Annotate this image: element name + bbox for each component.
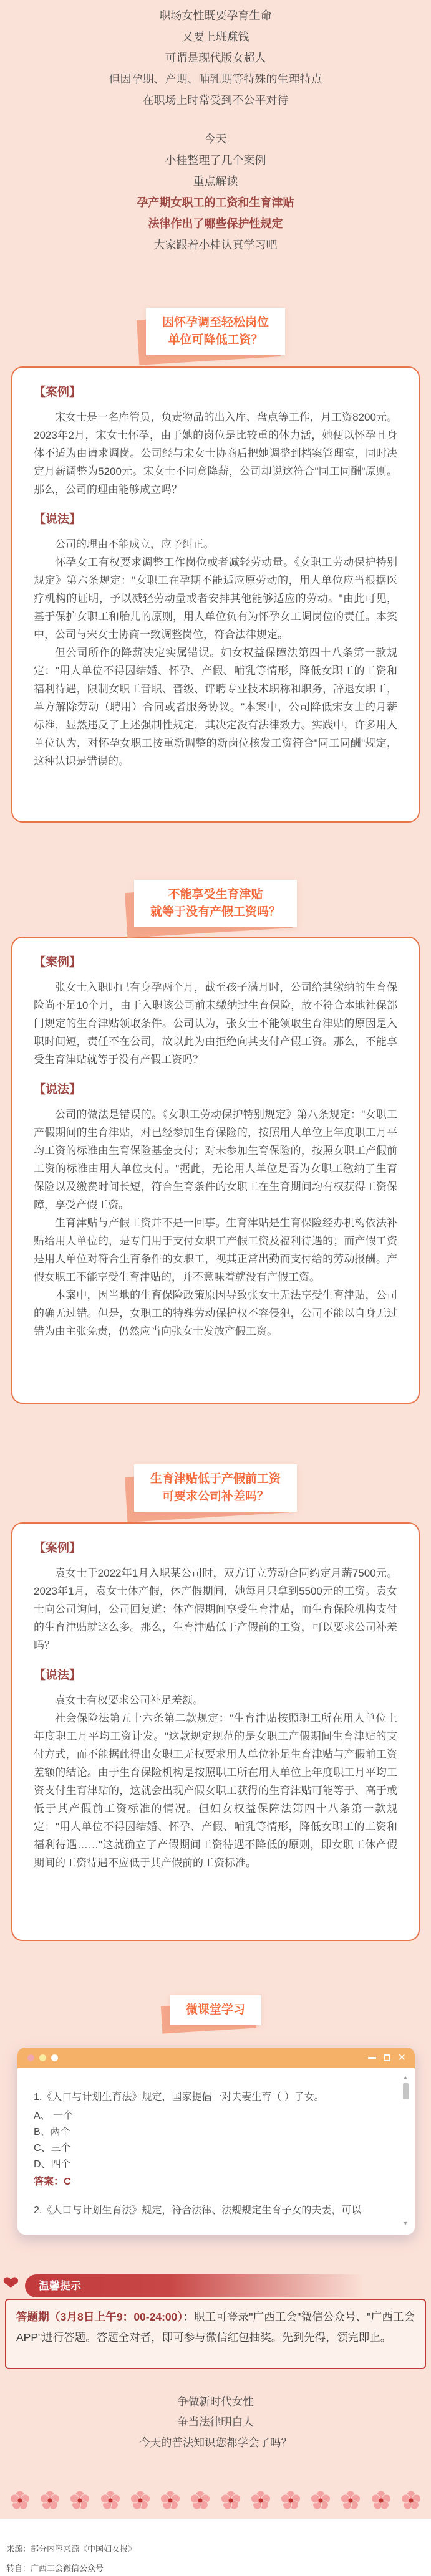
opinion-paragraph: 怀孕女工有权要求调整工作岗位或者减轻劳动量。《女职工劳动保护特别规定》第六条规定："女职工在孕期不能适应原劳动的，用人单位应当根据医疗机构的证明，予以减轻劳动量或者安排其他能够适应的劳动。"由此可见，基于保护女职工和胎儿的原则，用人单位负有为怀孕女工调岗位的责任。本案中，公司与宋女士协商一致调整岗位，符合法律规定。	[34, 556, 397, 641]
case-card-2	[11, 937, 420, 1404]
section-title-card	[170, 1995, 261, 2025]
quiz-option-d: D、四个	[34, 2159, 71, 2170]
case-card-1	[11, 366, 420, 823]
intro-highlight-line: 法律作出了哪些保护性规定	[148, 217, 283, 230]
opinion-paragraph: 公司的做法是错误的。《女职工劳动保护特别规定》第八条规定："女职工产假期间的生育津贴，对已经参加生育保险的，按照用人单位上年度职工月平均工资的标准由生育保险基金支付；对未参加生育保险的，按照女职工产假前工资的标准由用人单位支付。"据此，无论用人单位是否为女职工缴纳了生育保险以及缴费时间长短，符合生育条件的女职工在生育期间均有权获得工资保障，享受产假工资。	[34, 1109, 397, 1211]
scroll-thumb[interactable]	[403, 2083, 409, 2099]
opinion-label: 【说法】	[34, 1083, 82, 1096]
flower-icon	[39, 2488, 61, 2512]
tip-text: ：职工可登录"广西工会"微信公众号、"广西工会APP"进行答题。答题全对者，即可参与微信红包抽奖。先到先得，领完即止。	[16, 2311, 415, 2344]
tip-banner	[25, 2274, 387, 2297]
opinion-paragraph: 袁女士有权要求公司补足差额。	[55, 1694, 203, 1706]
quiz-question-2: 2.《人口与计划生育法》规定，符合法律、法规规定生育子女的夫妻，可以	[34, 2205, 362, 2216]
quiz-window	[17, 2048, 415, 2235]
scrollbar[interactable]	[402, 2074, 409, 2227]
tip-box	[5, 2299, 426, 2369]
section-title-line: 微课堂学习	[185, 2003, 245, 2016]
section-title-line: 生育津贴低于产假前工资	[150, 1472, 281, 1486]
section-title-2	[0, 880, 431, 927]
close-button[interactable]: ✕	[397, 2052, 406, 2063]
opinion-paragraph: 生育津贴与产假工资并不是一回事。生育津贴是生育保险经办机构依法补贴给用人单位的，是专门用于支付女职工产假工资及福利待遇的；而产假工资是用人单位对符合生育条件的女职工，视其正常出勤而支付给的劳动报酬。产假女职工不能享受生育津贴的，并不意味着就没有产假工资。	[34, 1217, 397, 1283]
opinion-label: 【说法】	[34, 1669, 82, 1682]
quiz-option-a: A、 一个	[34, 2111, 74, 2121]
flower-icon	[249, 2488, 272, 2512]
quiz-content	[17, 2068, 415, 2219]
closing-line: 争当法律明白人	[177, 2416, 254, 2428]
flower-icon	[159, 2488, 182, 2512]
section-title-card	[146, 308, 285, 355]
intro-block	[0, 5, 431, 255]
intro-line: 在职场上时常受到不公平对待	[142, 94, 289, 107]
opinion-paragraph: 公司的理由不能成立，应予纠正。	[55, 538, 214, 550]
flower-icon	[279, 2488, 302, 2512]
section-title-card	[134, 1464, 297, 1512]
intro-line: 今天	[204, 133, 227, 145]
intro-line: 重点解读	[193, 175, 238, 188]
section-title-card	[134, 880, 297, 927]
case-card-3	[11, 1522, 420, 1941]
quiz-answer: 答案：C	[34, 2177, 71, 2187]
intro-highlight-line: 孕产期女职工的工资和生育津贴	[137, 196, 294, 209]
closing-line: 今天的普法知识您都学会了吗？	[139, 2436, 292, 2449]
micro-class-title	[0, 1995, 431, 2025]
traffic-dot-white	[51, 2054, 58, 2061]
intro-line: 大家跟着小桂认真学习吧	[153, 239, 278, 251]
quiz-question-1: 1.《人口与计划生育法》规定，国家提倡一对夫妻生育（ ）子女。	[34, 2092, 324, 2102]
intro-line: 小桂整理了几个案例	[165, 154, 266, 166]
scroll-up-icon[interactable]: ▲	[402, 2074, 409, 2081]
quiz-option-b: B、两个	[34, 2127, 70, 2137]
maximize-button[interactable]	[384, 2054, 390, 2061]
case-text: 袁女士于2022年1月入职某公司时，双方订立劳动合同约定月薪7500元。2023年1月，袁女士休产假，休产假期间，她每月只拿到5500元的工资。袁女士向公司询问，公司回复道：休产假期间享受生育津贴，而生育保险机构支付的生育津贴就这么多。那么，生育津贴低于产假前的工资，可以要求公司补差吗？	[34, 1567, 397, 1651]
flower-icon	[99, 2488, 122, 2512]
flower-icon	[220, 2488, 242, 2512]
case-label: 【案例】	[34, 956, 82, 969]
flower-icon	[370, 2488, 392, 2512]
flower-row	[9, 2488, 422, 2512]
case-label: 【案例】	[34, 1542, 82, 1555]
scroll-down-icon[interactable]: ▼	[402, 2220, 409, 2226]
traffic-dot-pink	[27, 2054, 34, 2061]
tip-banner-label: 温馨提示	[39, 2280, 81, 2292]
flower-icon	[400, 2488, 422, 2512]
case-text: 宋女士是一名库管员，负责物品的出入库、盘点等工作，月工资8200元。2023年2月，宋女士怀孕，由于她的岗位是比较重的体力活，她便以怀孕且身体不适为由请求调岗。公司经与宋女士协商后把她调整到档案管理室，同时决定月薪调整为5200元。宋女士不同意降薪，公司却说这符合"同工同酬"原则。那么，公司的理由能够成立吗？	[34, 411, 397, 495]
case-text: 张女士入职时已有身孕两个月，截至孩子满月时，公司给其缴纳的生育保险尚不足10个月，由于入职该公司前未缴纳过生育保险，故不符合本地社保部门规定的生育津贴领取条件。公司认为，张女士不能领取生育津贴的原因是入职时间短，责任不在公司，故以此为由拒绝向其支付产假工资。那么，不能享受生育津贴就等于没有产假工资吗？	[34, 981, 397, 1066]
footer-repost: 转自：广西工会微信公众号	[6, 2564, 104, 2573]
flower-icon	[69, 2488, 91, 2512]
heart-icon: ❤	[2, 2272, 19, 2294]
opinion-label: 【说法】	[34, 513, 82, 526]
intro-line: 职场女性既要孕育生命	[159, 9, 272, 22]
opinion-paragraph: 社会保险法第五十六条第二款规定："生育津贴按照职工所在用人单位上年度职工月平均工资计发。"这款规定规范的是女职工产假期间生育津贴的支付方式，而不能据此得出女职工无权要求用人单位补足生育津贴与产假前工资差额的结论。由于生育保险机构是按照职工所在用人单位上年度职工月平均工资支付生育津贴的，这就会出现产假女职工获得的生育津贴可能等于、高于或低于其产假前工资标准的情况。但妇女权益保障法第四十八条第一款规定："用人单位不得因结婚、怀孕、产假、哺乳等情形，降低女职工的工资和福利待遇……"这就确立了产假期间工资待遇不降低的原则，即女职工休产假期间的工资待遇不应低于其产假前的工资标准。	[34, 1712, 397, 1869]
section-title-line: 就等于没有产假工资吗？	[150, 905, 281, 918]
intro-line: 又要上班赚钱	[182, 31, 249, 43]
section-title-1	[0, 308, 431, 355]
footer-source: 来源：部分内容来源《中国妇女报》	[6, 2544, 137, 2554]
flower-icon	[339, 2488, 362, 2512]
window-titlebar	[17, 2048, 415, 2068]
opinion-paragraph: 本案中，因当地的生育保险政策原因导致张女士无法享受生育津贴，公司的确无过错。但是，女职工的特殊劳动保护权不容侵犯，公司不能以自身无过错为由主张免责，仍然应当向张女士发放产假工资。	[34, 1289, 397, 1337]
flower-icon	[189, 2488, 211, 2512]
section-title-line: 因怀孕调至轻松岗位	[162, 316, 269, 329]
opinion-paragraph: 但公司所作的降薪决定实属错误。妇女权益保障法第四十八条第一款规定："用人单位不得因结婚、怀孕、产假、哺乳等情形，降低女职工的工资和福利待遇，限制女职工晋职、晋级、评聘专业技术职称和职务，辞退女职工，单方解除劳动（聘用）合同或者服务协议。"本案中，公司降低宋女士的月薪标准，显然违反了上述强制性规定，其决定没有法律效力。实践中，许多用人单位认为，对怀孕女职工按重新调整的新岗位核发工资符合"同工同酬"规定，这种认识是错误的。	[34, 647, 397, 767]
traffic-dots	[27, 2054, 58, 2061]
closing-line: 争做新时代女性	[177, 2395, 254, 2408]
intro-line: 可谓是现代版女超人	[165, 52, 266, 64]
section-title-line: 可要求公司补差吗？	[162, 1490, 269, 1503]
section-title-3	[0, 1464, 431, 1512]
minimize-button[interactable]	[368, 2057, 376, 2059]
section-title-line: 不能享受生育津贴	[168, 888, 263, 901]
intro-line: 但因孕期、产期、哺乳期等特殊的生理特点	[109, 73, 322, 85]
closing-block	[0, 2392, 431, 2453]
tip-bold-text: 答题期（3月8日上午9：00-24:00）	[16, 2311, 183, 2323]
footer	[0, 2519, 431, 2576]
flower-icon	[309, 2488, 332, 2512]
flower-icon	[129, 2488, 152, 2512]
quiz-option-c: C、三个	[34, 2143, 71, 2154]
flower-icon	[9, 2488, 31, 2512]
section-title-line: 单位可降低工资？	[168, 333, 263, 346]
case-label: 【案例】	[34, 386, 82, 399]
traffic-dot-yellow	[39, 2054, 46, 2061]
